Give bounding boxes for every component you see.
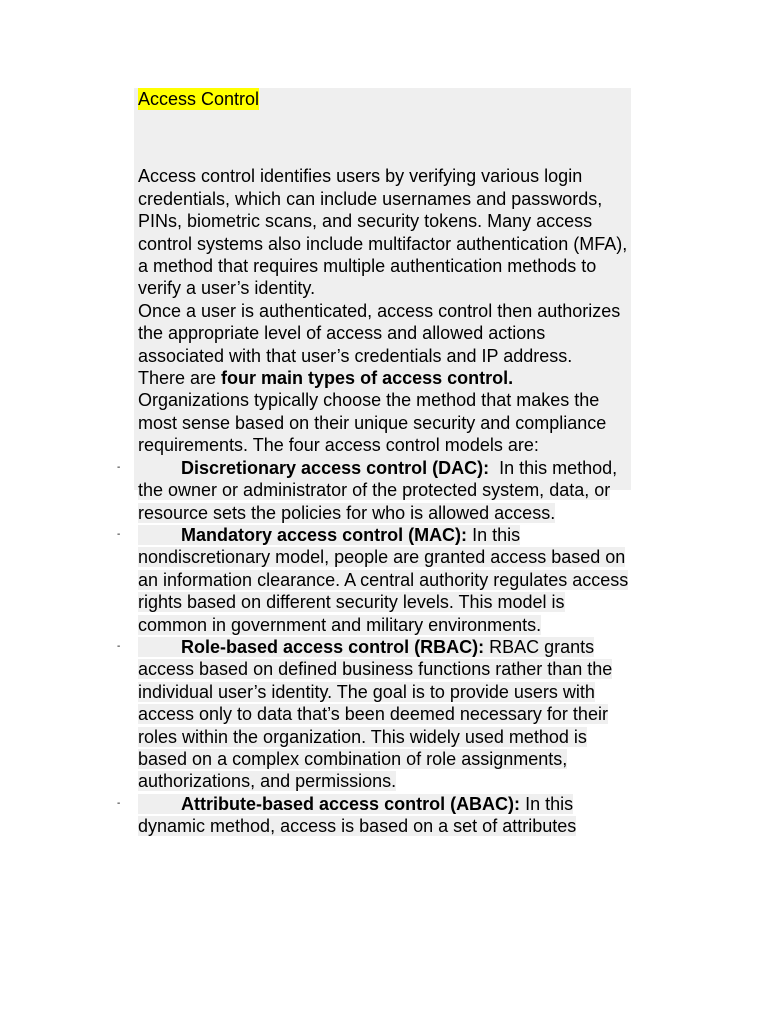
- doc-title-line: [138, 88, 633, 110]
- list-item-term: Role-based access control (RBAC):: [181, 636, 485, 657]
- bullet-marker: -: [117, 461, 121, 473]
- doc-title: Access Control: [138, 89, 260, 109]
- paragraph-intro: Access control identifies users by verifying various login credentials, which can include usernames and passwords, PINs, biometric scans, and security tokens. Many access control systems also include multifactor authentication (MFA), a method that requires multiple authentication methods to verify a user’s identity.: [138, 166, 628, 299]
- list-item-rbac-text: [138, 637, 612, 791]
- list-item-description: RBAC grants access based on defined business functions rather than the individual user’s identity. The goal is to provide users with access only to data that’s been deemed necessary for their roles within the organization. This widely used method is based on a complex combination of role assignments, authorizations, and permissions.: [138, 636, 613, 792]
- list-item-abac: [117, 793, 633, 838]
- bullet-marker: -: [117, 528, 121, 540]
- types-rest: Organizations typically choose the method that makes the most sense based on their unique security and compliance requirements. The four access control models are:: [138, 390, 607, 456]
- bullet-marker: -: [117, 797, 121, 809]
- bullet-marker: -: [117, 640, 121, 652]
- list-item-dac-text: [138, 458, 617, 523]
- list-item-term: Attribute-based access control (ABAC):: [181, 793, 521, 814]
- types-bold: four main types of access control.: [221, 368, 514, 389]
- list-item-mac-text: [138, 525, 628, 635]
- list-item-abac-text: [138, 794, 576, 836]
- types-prefix: There are: [138, 368, 222, 389]
- paragraph-authorization: Once a user is authenticated, access control then authorizes the appropriate level of access and allowed actions associated with that user’s credentials and IP address.: [138, 300, 621, 366]
- list-item-description: In this nondiscretionary model, people are granted access based on an information clearance. A central authority regulates access rights based on different security levels. This model is common in government and military environments.: [138, 524, 629, 635]
- list-item-rbac: [117, 636, 633, 793]
- list-item-term: Mandatory access control (MAC):: [181, 524, 468, 545]
- list-item-description: In this method, the owner or administrator of the protected system, data, or resource sets the policies for who is allowed access.: [138, 457, 618, 523]
- list-item-mac: [117, 524, 633, 636]
- list-item-dac: [117, 457, 633, 524]
- list-item-description: In this dynamic method, access is based on a set of attributes: [138, 793, 577, 837]
- document-body: [117, 88, 633, 838]
- spacer: [138, 110, 633, 165]
- paragraph-types: [138, 367, 633, 457]
- list-item-term: Discretionary access control (DAC):: [181, 457, 490, 478]
